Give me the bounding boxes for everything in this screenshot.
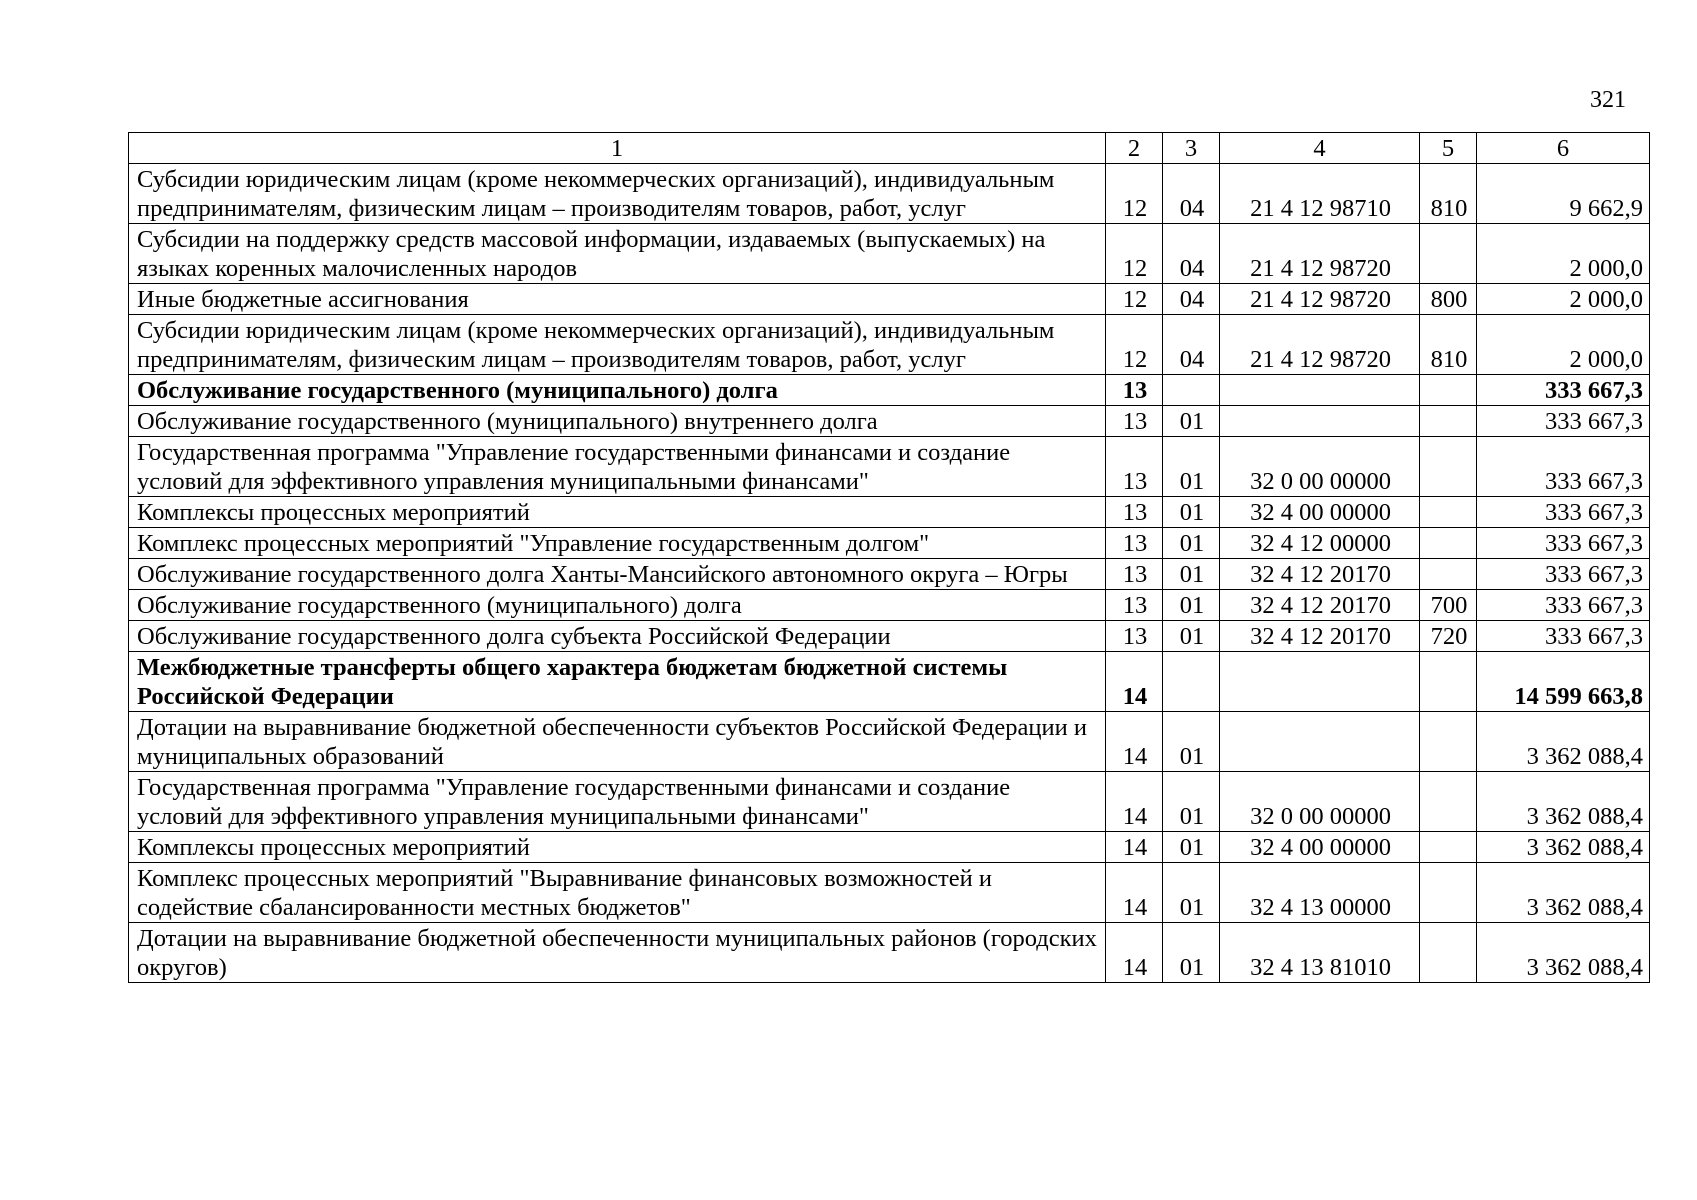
row-amount-cell: 333 667,3: [1477, 528, 1650, 559]
row-name-cell: Межбюджетные трансферты общего характера бюджетам бюджетной системы Российской Федерации: [129, 652, 1106, 712]
row-name-cell: Комплексы процессных мероприятий: [129, 497, 1106, 528]
row-expense-type-cell: [1420, 497, 1477, 528]
header-cell-6: 6: [1477, 133, 1650, 164]
row-section-cell: 13: [1106, 437, 1163, 497]
row-name-cell: Иные бюджетные ассигнования: [129, 284, 1106, 315]
table-row: [129, 437, 1650, 497]
table-row: [129, 164, 1650, 224]
row-subsection-cell: 04: [1163, 224, 1220, 284]
row-subsection-cell: 01: [1163, 497, 1220, 528]
table-row: [129, 652, 1650, 712]
header-cell-1: 1: [129, 133, 1106, 164]
row-subsection-cell: 04: [1163, 164, 1220, 224]
row-target-article-cell: [1220, 406, 1420, 437]
table-row: [129, 497, 1650, 528]
row-name-cell: Комплекс процессных мероприятий "Выравнивание финансовых возможностей и содействие сбалансированности местных бюджетов": [129, 863, 1106, 923]
row-subsection-cell: 01: [1163, 923, 1220, 983]
row-subsection-cell: 01: [1163, 437, 1220, 497]
row-target-article-cell: [1220, 712, 1420, 772]
row-expense-type-cell: [1420, 224, 1477, 284]
row-name-cell: Субсидии юридическим лицам (кроме некоммерческих организаций), индивидуальным предпринимателям, физическим лицам – производителям товаров, работ, услуг: [129, 164, 1106, 224]
row-expense-type-cell: [1420, 528, 1477, 559]
row-section-cell: 13: [1106, 375, 1163, 406]
table-row: [129, 590, 1650, 621]
row-name-cell: Государственная программа "Управление государственными финансами и создание условий для эффективного управления муниципальными финансами": [129, 772, 1106, 832]
row-amount-cell: 3 362 088,4: [1477, 712, 1650, 772]
header-cell-5: 5: [1420, 133, 1477, 164]
row-subsection-cell: 01: [1163, 528, 1220, 559]
row-amount-cell: 9 662,9: [1477, 164, 1650, 224]
row-section-cell: 12: [1106, 284, 1163, 315]
row-section-cell: 12: [1106, 164, 1163, 224]
row-section-cell: 13: [1106, 497, 1163, 528]
row-section-cell: 14: [1106, 923, 1163, 983]
row-amount-cell: 333 667,3: [1477, 497, 1650, 528]
row-expense-type-cell: 810: [1420, 315, 1477, 375]
row-expense-type-cell: [1420, 832, 1477, 863]
row-subsection-cell: 01: [1163, 621, 1220, 652]
row-target-article-cell: [1220, 652, 1420, 712]
row-subsection-cell: 01: [1163, 590, 1220, 621]
row-amount-cell: 3 362 088,4: [1477, 772, 1650, 832]
row-amount-cell: 333 667,3: [1477, 375, 1650, 406]
row-name-cell: Обслуживание государственного долга субъекта Российской Федерации: [129, 621, 1106, 652]
row-name-cell: Дотации на выравнивание бюджетной обеспеченности субъектов Российской Федерации и муниципальных образований: [129, 712, 1106, 772]
row-expense-type-cell: [1420, 559, 1477, 590]
row-expense-type-cell: [1420, 406, 1477, 437]
row-target-article-cell: 32 4 13 00000: [1220, 863, 1420, 923]
row-section-cell: 12: [1106, 315, 1163, 375]
row-target-article-cell: 32 4 12 20170: [1220, 621, 1420, 652]
row-expense-type-cell: [1420, 863, 1477, 923]
row-target-article-cell: 21 4 12 98720: [1220, 284, 1420, 315]
row-target-article-cell: 21 4 12 98720: [1220, 315, 1420, 375]
row-target-article-cell: [1220, 375, 1420, 406]
row-section-cell: 14: [1106, 832, 1163, 863]
row-name-cell: Обслуживание государственного (муниципального) внутреннего долга: [129, 406, 1106, 437]
row-amount-cell: 333 667,3: [1477, 559, 1650, 590]
table-row: [129, 863, 1650, 923]
row-section-cell: 14: [1106, 772, 1163, 832]
row-section-cell: 13: [1106, 559, 1163, 590]
table-row: [129, 224, 1650, 284]
row-amount-cell: 333 667,3: [1477, 590, 1650, 621]
row-expense-type-cell: 810: [1420, 164, 1477, 224]
table-row: [129, 315, 1650, 375]
row-name-cell: Обслуживание государственного долга Ханты-Мансийского автономного округа – Югры: [129, 559, 1106, 590]
row-subsection-cell: [1163, 375, 1220, 406]
row-expense-type-cell: [1420, 652, 1477, 712]
row-section-cell: 12: [1106, 224, 1163, 284]
row-target-article-cell: 32 4 13 81010: [1220, 923, 1420, 983]
row-target-article-cell: 32 4 12 20170: [1220, 590, 1420, 621]
row-subsection-cell: [1163, 652, 1220, 712]
table-row: [129, 832, 1650, 863]
row-name-cell: Обслуживание государственного (муниципального) долга: [129, 375, 1106, 406]
row-name-cell: Субсидии на поддержку средств массовой информации, издаваемых (выпускаемых) на языках коренных малочисленных народов: [129, 224, 1106, 284]
row-subsection-cell: 04: [1163, 284, 1220, 315]
table-body: [129, 133, 1650, 983]
row-name-cell: Обслуживание государственного (муниципального) долга: [129, 590, 1106, 621]
row-amount-cell: 3 362 088,4: [1477, 923, 1650, 983]
row-subsection-cell: 01: [1163, 712, 1220, 772]
row-expense-type-cell: 800: [1420, 284, 1477, 315]
row-section-cell: 13: [1106, 406, 1163, 437]
row-amount-cell: 2 000,0: [1477, 284, 1650, 315]
table-row: [129, 772, 1650, 832]
row-expense-type-cell: [1420, 923, 1477, 983]
table-row: [129, 528, 1650, 559]
row-target-article-cell: 21 4 12 98710: [1220, 164, 1420, 224]
row-expense-type-cell: 720: [1420, 621, 1477, 652]
row-expense-type-cell: [1420, 712, 1477, 772]
table-row: [129, 284, 1650, 315]
table-row: [129, 621, 1650, 652]
row-subsection-cell: 01: [1163, 406, 1220, 437]
page-number: 321: [1590, 87, 1626, 113]
row-name-cell: Государственная программа "Управление государственными финансами и создание условий для эффективного управления муниципальными финансами": [129, 437, 1106, 497]
table-row: [129, 712, 1650, 772]
header-cell-3: 3: [1163, 133, 1220, 164]
row-section-cell: 13: [1106, 590, 1163, 621]
row-subsection-cell: 01: [1163, 832, 1220, 863]
row-target-article-cell: 32 4 00 00000: [1220, 832, 1420, 863]
row-amount-cell: 333 667,3: [1477, 621, 1650, 652]
row-section-cell: 13: [1106, 621, 1163, 652]
row-name-cell: Дотации на выравнивание бюджетной обеспеченности муниципальных районов (городских округов): [129, 923, 1106, 983]
row-amount-cell: 3 362 088,4: [1477, 863, 1650, 923]
row-expense-type-cell: [1420, 437, 1477, 497]
row-subsection-cell: 01: [1163, 772, 1220, 832]
row-target-article-cell: 32 4 12 00000: [1220, 528, 1420, 559]
row-expense-type-cell: [1420, 772, 1477, 832]
row-amount-cell: 2 000,0: [1477, 224, 1650, 284]
row-target-article-cell: 32 4 12 20170: [1220, 559, 1420, 590]
table-row: [129, 375, 1650, 406]
header-cell-2: 2: [1106, 133, 1163, 164]
table-row: [129, 406, 1650, 437]
row-expense-type-cell: 700: [1420, 590, 1477, 621]
row-name-cell: Комплекс процессных мероприятий "Управление государственным долгом": [129, 528, 1106, 559]
row-amount-cell: 3 362 088,4: [1477, 832, 1650, 863]
row-section-cell: 13: [1106, 528, 1163, 559]
table-row: [129, 559, 1650, 590]
row-target-article-cell: 32 0 00 00000: [1220, 772, 1420, 832]
row-target-article-cell: 21 4 12 98720: [1220, 224, 1420, 284]
row-amount-cell: 14 599 663,8: [1477, 652, 1650, 712]
row-target-article-cell: 32 4 00 00000: [1220, 497, 1420, 528]
row-section-cell: 14: [1106, 712, 1163, 772]
row-amount-cell: 333 667,3: [1477, 437, 1650, 497]
row-subsection-cell: 04: [1163, 315, 1220, 375]
row-target-article-cell: 32 0 00 00000: [1220, 437, 1420, 497]
row-name-cell: Субсидии юридическим лицам (кроме некоммерческих организаций), индивидуальным предпринимателям, физическим лицам – производителям товаров, работ, услуг: [129, 315, 1106, 375]
header-cell-4: 4: [1220, 133, 1420, 164]
row-subsection-cell: 01: [1163, 863, 1220, 923]
row-amount-cell: 2 000,0: [1477, 315, 1650, 375]
row-amount-cell: 333 667,3: [1477, 406, 1650, 437]
table-row: [129, 923, 1650, 983]
row-name-cell: Комплексы процессных мероприятий: [129, 832, 1106, 863]
budget-table: [128, 132, 1650, 983]
header-row: [129, 133, 1650, 164]
row-section-cell: 14: [1106, 652, 1163, 712]
row-expense-type-cell: [1420, 375, 1477, 406]
row-subsection-cell: 01: [1163, 559, 1220, 590]
row-section-cell: 14: [1106, 863, 1163, 923]
